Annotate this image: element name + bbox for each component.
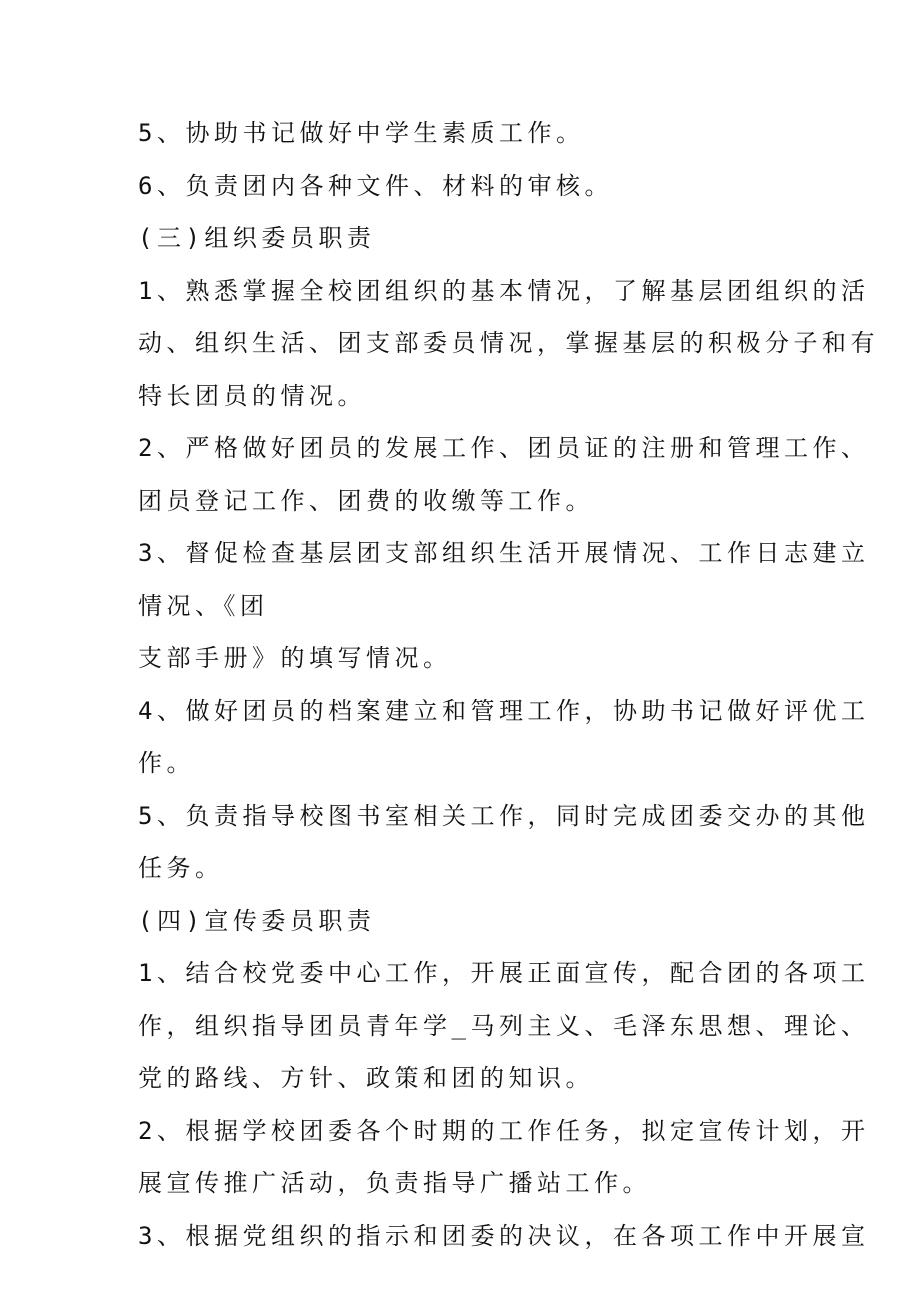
section-heading: (四)宣传委员职责	[138, 906, 376, 935]
text-line: 展宣传推广活动，负责指导广播站工作。	[138, 1169, 651, 1197]
section-heading: (三)组织委员职责	[138, 224, 376, 252]
text-line: 动、组织生活、团支部委员情况，掌握基层的积极分子和有	[138, 329, 879, 357]
text-line: 5、协助书记做好中学生素质工作。	[138, 119, 585, 147]
text-line: 任务。	[138, 854, 224, 882]
text-line: 情况、《团	[138, 591, 269, 620]
text-line: 2、严格做好团员的发展工作、团员证的注册和管理工作、	[138, 434, 870, 462]
text-line: 作，组织指导团员青年学_马列主义、毛泽东思想、理论、	[138, 1011, 870, 1040]
document-body	[138, 111, 879, 1259]
text-line: 2、根据学校团委各个时期的工作任务，拟定宣传计划，开	[138, 1116, 870, 1145]
text-line: 1、熟悉掌握全校团组织的基本情况，了解基层团组织的活	[138, 276, 870, 305]
text-line: 特长团员的情况。	[138, 381, 366, 410]
text-line: 5、负责指导校图书室相关工作，同时完成团委交办的其他	[138, 801, 870, 830]
text-line: 作。	[138, 749, 195, 777]
text-line: 6、负责团内各种文件、材料的审核。	[138, 171, 613, 200]
text-line: 团员登记工作、团费的收缴等工作。	[138, 486, 594, 515]
text-line: 党的路线、方针、政策和团的知识。	[138, 1064, 594, 1092]
text-line: 3、督促检查基层团支部组织生活开展情况、工作日志建立	[138, 539, 870, 567]
text-line: 4、做好团员的档案建立和管理工作，协助书记做好评优工	[138, 696, 870, 725]
text-line: 1、结合校党委中心工作，开展正面宣传，配合团的各项工	[138, 959, 870, 987]
text-line: 支部手册》的填写情况。	[138, 644, 452, 672]
text-line: 3、根据党组织的指示和团委的决议，在各项工作中开展宣	[138, 1221, 870, 1250]
